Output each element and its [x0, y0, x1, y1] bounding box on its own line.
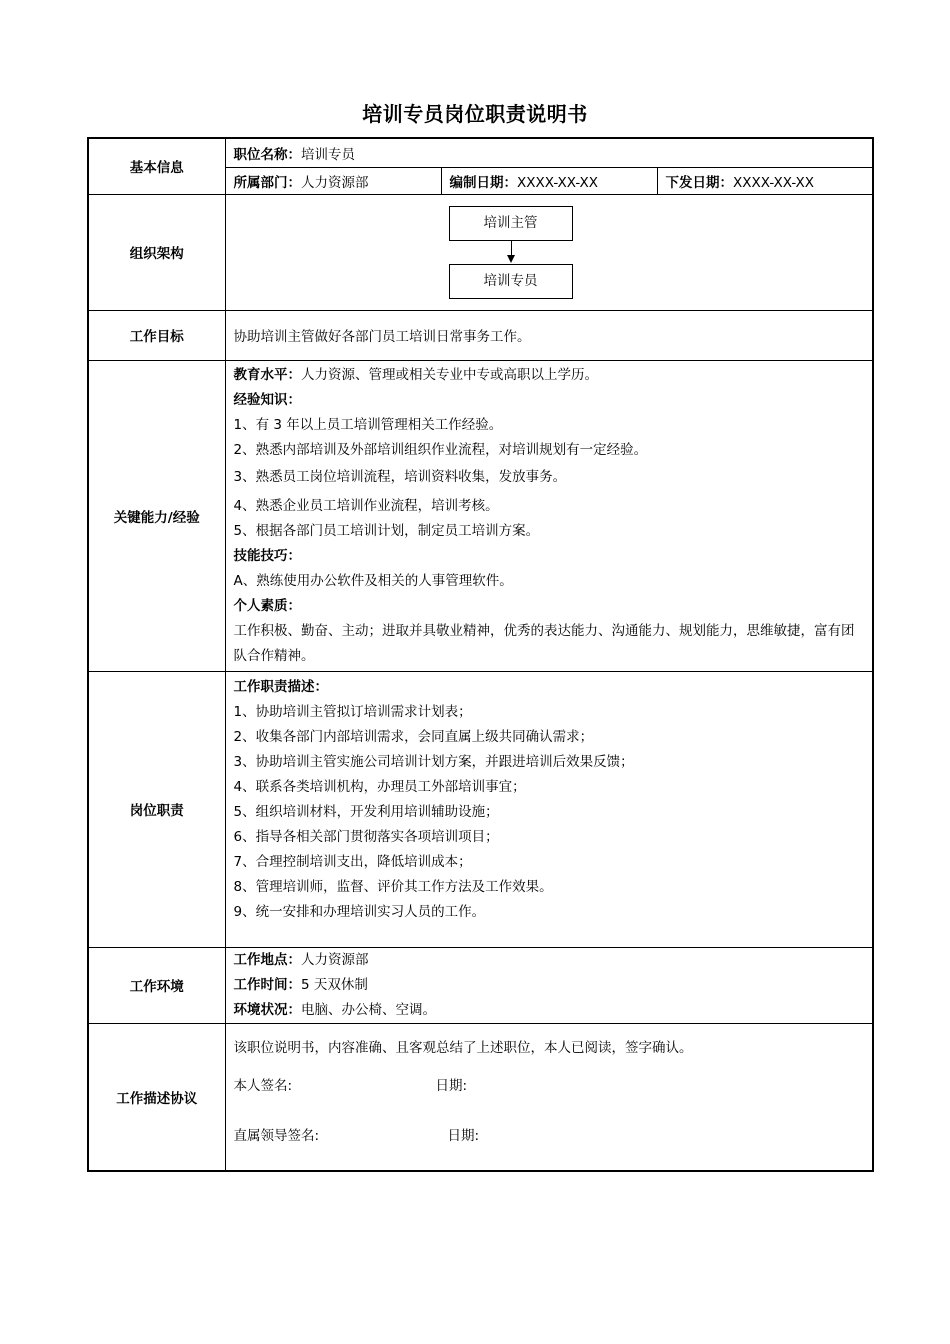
basic-info-label: 基本信息: [88, 138, 225, 194]
goal-label: 工作目标: [88, 310, 225, 360]
exp-item: 1、有 3 年以上员工培训管理相关工作经验。: [233, 416, 503, 433]
duty-item: 3、协助培训主管实施公司培训计划方案，并跟进培训后效果反馈；: [233, 753, 634, 770]
org-label: 组织架构: [88, 194, 225, 310]
dept-cell: [225, 167, 441, 194]
position-name-label: 职位名称：: [233, 146, 301, 163]
env-row: [88, 947, 873, 1023]
leader-sign-label: 直属领导签名:: [233, 1127, 320, 1144]
env-place-label: 工作地点：: [233, 951, 301, 968]
ability-row: [88, 360, 873, 671]
issued-date-value: XXXX-XX-XX: [733, 174, 815, 191]
dept-label: 所属部门：: [233, 174, 301, 191]
org-chart: [226, 195, 873, 309]
duty-desc-label: 工作职责描述：: [233, 678, 328, 695]
basic-info-row-1: [88, 138, 873, 167]
issued-date-cell: [657, 167, 873, 194]
position-name-value: 培训专员: [301, 146, 355, 163]
duty-item: 7、合理控制培训支出，降低培训成本；: [233, 853, 472, 870]
env-content: [225, 947, 873, 1023]
duty-content: [225, 671, 873, 947]
env-time-value: 5 天双休制: [301, 976, 368, 993]
org-arrow-icon: [507, 255, 515, 263]
env-label: 工作环境: [88, 947, 225, 1023]
duty-item: 6、指导各相关部门贯彻落实各项培训项目；: [233, 828, 499, 845]
env-cond-value: 电脑、办公椅、空调。: [301, 1001, 436, 1018]
edu-value: 人力资源、管理或相关专业中专或高职以上学历。: [301, 366, 598, 383]
self-sign-label: 本人签名:: [233, 1077, 293, 1094]
exp-item: 3、熟悉员工岗位培训流程，培训资料收集，发放事务。: [233, 468, 567, 485]
goal-row: [88, 310, 873, 360]
duty-label: 岗位职责: [88, 671, 225, 947]
env-place-line: [234, 948, 865, 973]
env-place-value: 人力资源部: [301, 951, 369, 968]
agreement-text: 该职位说明书，内容准确、且客观总结了上述职位，本人已阅读，签字确认。: [233, 1039, 693, 1056]
agreement-label: 工作描述协议: [88, 1023, 225, 1171]
agreement-row: [88, 1023, 873, 1171]
leader-sign-line: [234, 1111, 865, 1161]
duty-item: 8、管理培训师，监督、评价其工作方法及工作效果。: [233, 878, 553, 895]
duty-item: 2、收集各部门内部培训需求，会同直属上级共同确认需求；: [233, 728, 594, 745]
exp-label: 经验知识：: [233, 391, 301, 408]
org-chart-cell: [225, 194, 873, 310]
org-box-specialist: 培训专员: [449, 264, 573, 299]
duty-item: 9、统一安排和办理培训实习人员的工作。: [233, 903, 486, 920]
duty-item: 4、联系各类培训机构，办理员工外部培训事宜；: [233, 778, 526, 795]
org-row: [88, 194, 873, 310]
page-title: 培训专员岗位职责说明书: [362, 102, 588, 126]
env-cond-label: 环境状况：: [233, 1001, 301, 1018]
position-name-cell: [225, 138, 873, 167]
leader-sign-date-label: 日期:: [447, 1127, 480, 1144]
env-cond-line: [234, 998, 865, 1023]
env-time-label: 工作时间：: [233, 976, 301, 993]
skill-value: A、熟练使用办公软件及相关的人事管理软件。: [233, 572, 513, 589]
quality-value: 工作积极、勤奋、主动；进取并具敬业精神，优秀的表达能力、沟通能力、规划能力，思维敏捷，富有团队合作精神。: [233, 622, 855, 664]
org-box-supervisor: 培训主管: [449, 206, 573, 241]
skill-label: 技能技巧：: [233, 547, 301, 564]
exp-item: 5、根据各部门员工培训计划，制定员工培训方案。: [233, 522, 540, 539]
goal-text: 协助培训主管做好各部门员工培训日常事务工作。: [225, 310, 873, 360]
issued-date-label: 下发日期：: [665, 174, 733, 191]
edu-line: [234, 363, 865, 388]
job-description-table: [87, 137, 874, 1172]
agreement-content: [225, 1023, 873, 1171]
ability-content: [225, 360, 873, 671]
exp-item: 4、熟悉企业员工培训作业流程，培训考核。: [233, 497, 499, 514]
exp-item: 2、熟悉内部培训及外部培训组织作业流程，对培训规划有一定经验。: [233, 441, 648, 458]
compiled-date-label: 编制日期：: [449, 174, 517, 191]
ability-label: 关键能力/经验: [88, 360, 225, 671]
dept-value: 人力资源部: [301, 174, 369, 191]
edu-label: 教育水平：: [233, 366, 301, 383]
org-connector-line: [511, 241, 512, 256]
compiled-date-value: XXXX-XX-XX: [517, 174, 599, 191]
compiled-date-cell: [441, 167, 657, 194]
duty-item: 5、组织培训材料，开发利用培训辅助设施；: [233, 803, 499, 820]
self-sign-line: [234, 1061, 865, 1111]
quality-label: 个人素质：: [233, 597, 301, 614]
self-sign-date-label: 日期:: [435, 1077, 468, 1094]
duty-item: 1、协助培训主管拟订培训需求计划表；: [233, 703, 472, 720]
duty-row: [88, 671, 873, 947]
env-time-line: [234, 973, 865, 998]
